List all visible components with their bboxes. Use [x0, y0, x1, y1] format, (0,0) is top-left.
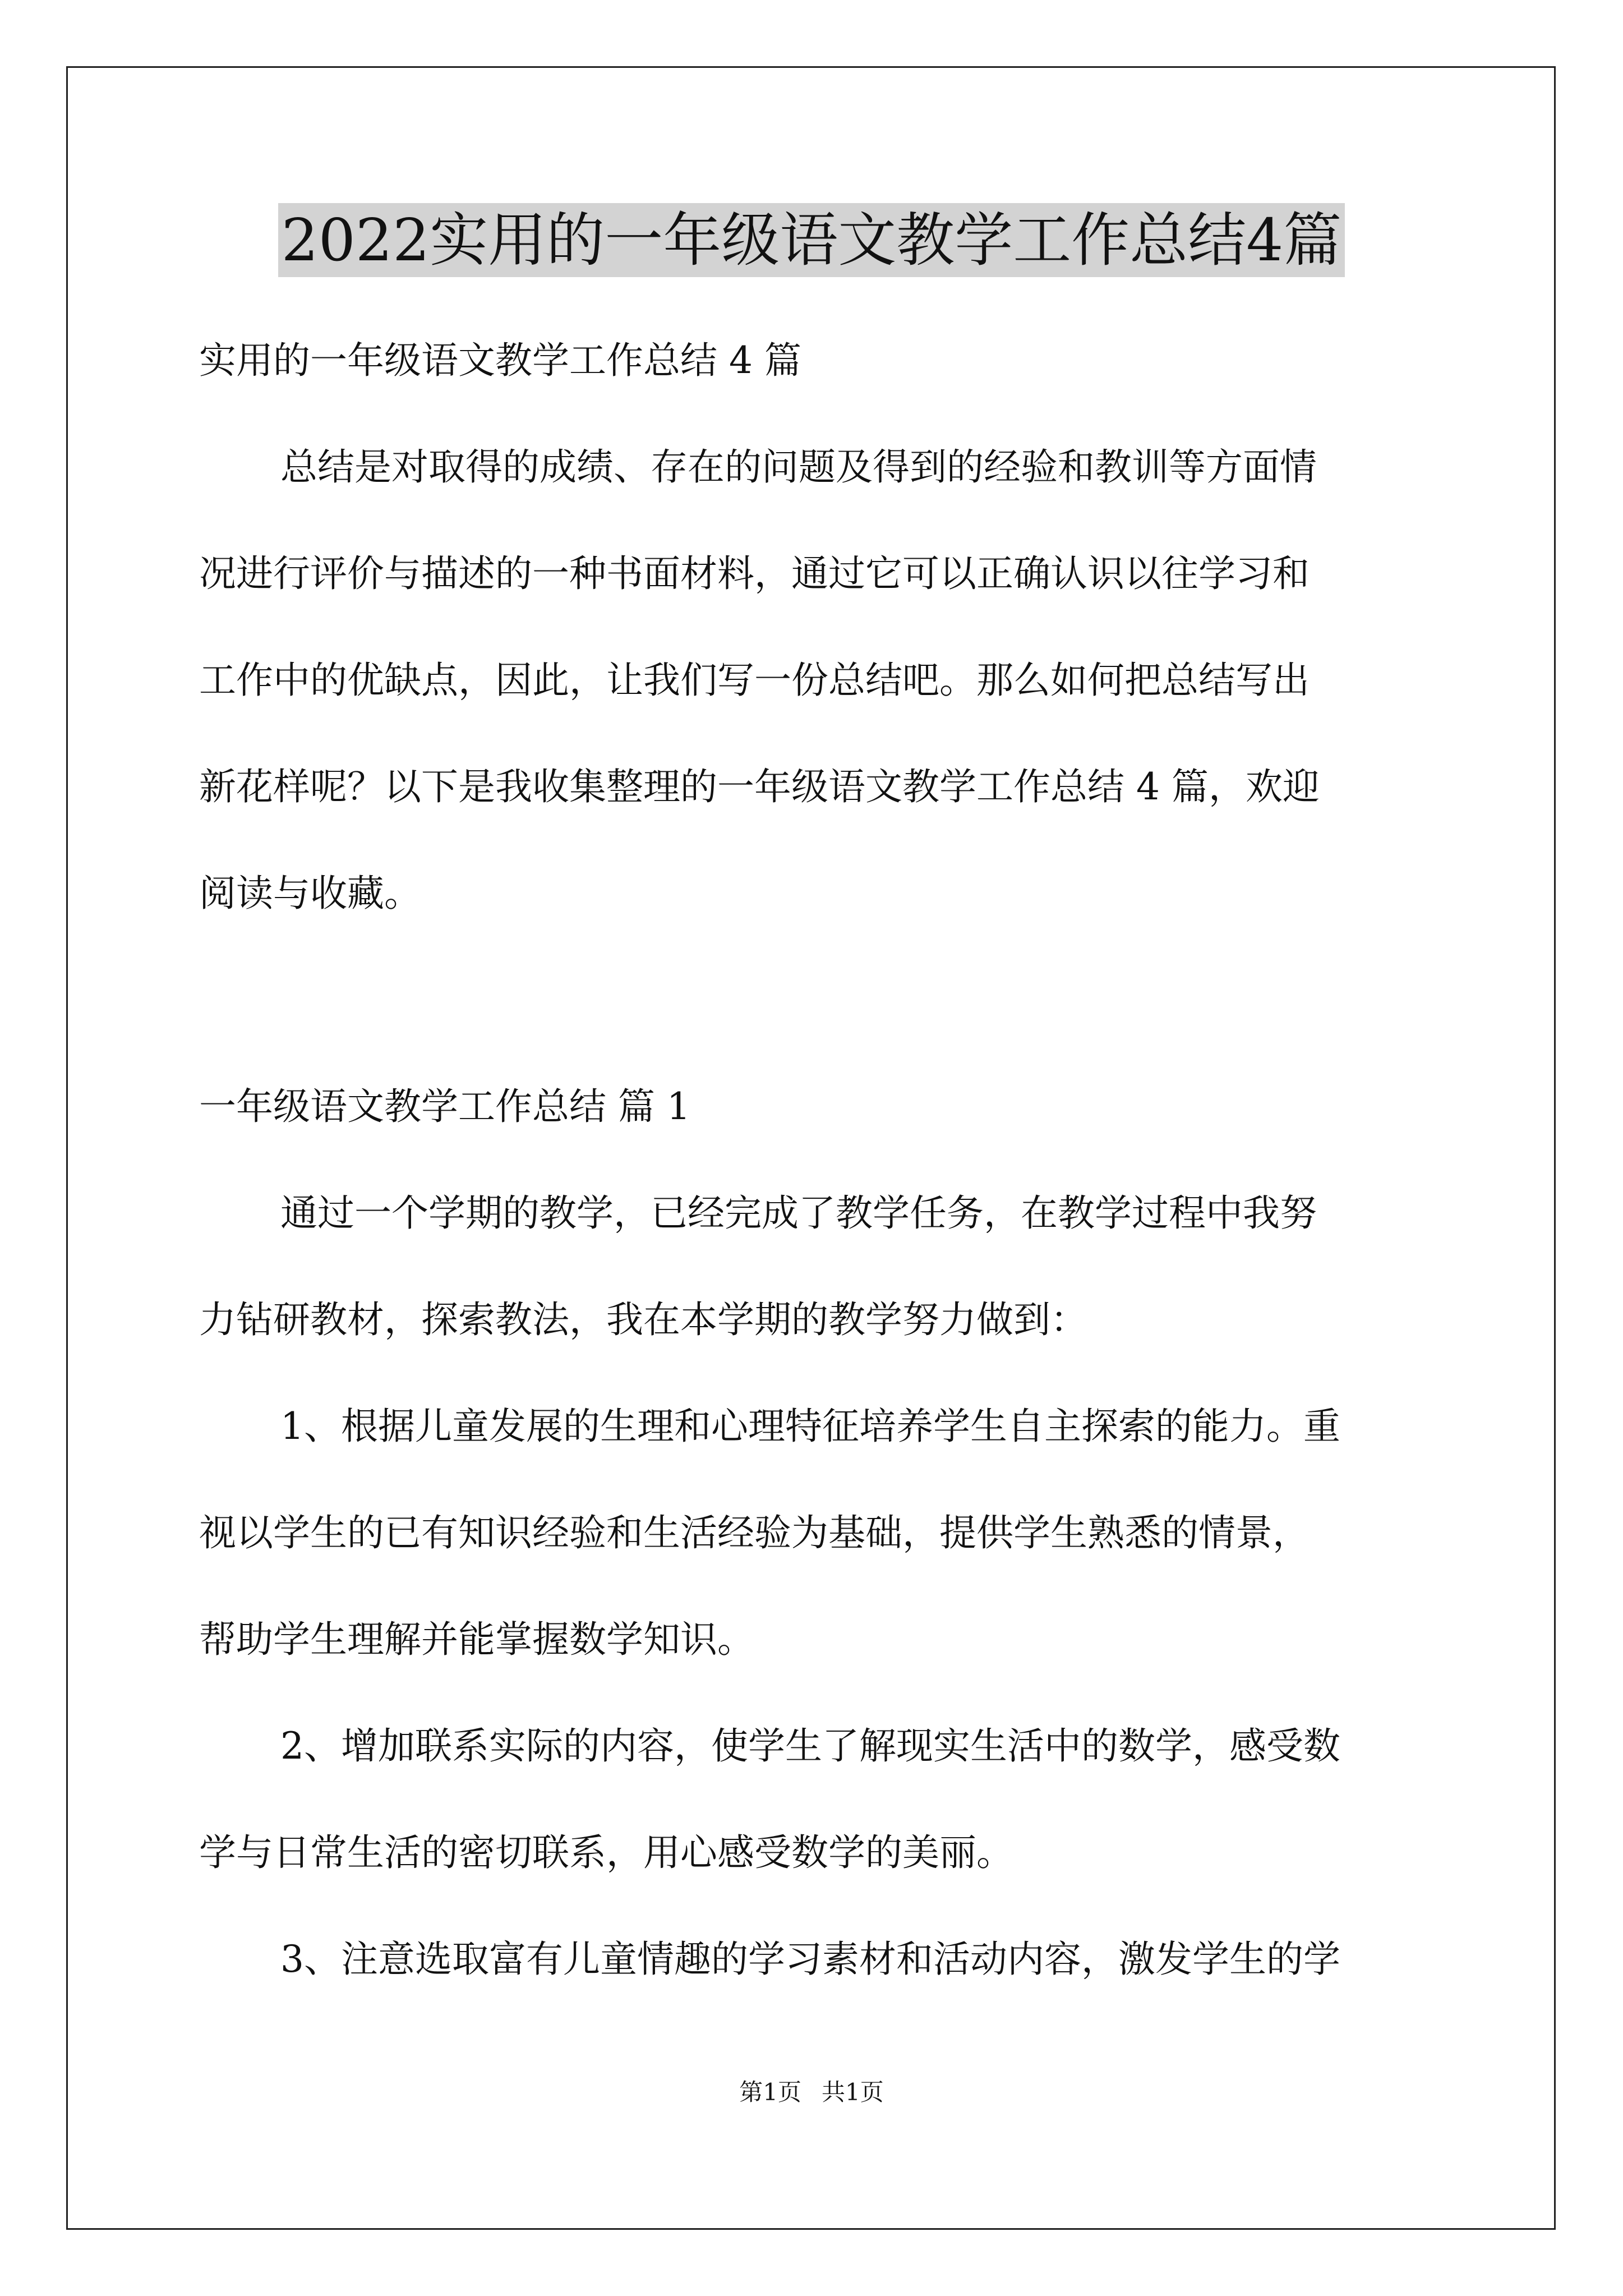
paragraph-line: 1、根据儿童发展的生理和心理特征培养学生自主探索的能力。重 — [280, 1405, 1340, 1448]
paragraph-line: 2、增加联系实际的内容，使学生了解现实生活中的数学，感受数 — [280, 1724, 1340, 1768]
page-total: 共1页 — [822, 2078, 884, 2106]
page-footer — [0, 2076, 1623, 2109]
page-number: 第1页 — [739, 2078, 801, 2106]
subtitle-line: 实用的一年级语文教学工作总结 4 篇 — [199, 339, 801, 382]
paragraph-line: 总结是对取得的成绩、存在的问题及得到的经验和教训等方面情 — [280, 445, 1317, 489]
paragraph-line: 通过一个学期的教学，已经完成了教学任务，在教学过程中我努 — [280, 1191, 1317, 1235]
title-area — [0, 203, 1623, 277]
section-gap — [199, 947, 1427, 1053]
paragraph-line: 新花样呢？以下是我收集整理的一年级语文教学工作总结 4 篇，欢迎 — [199, 765, 1320, 808]
paragraph-line: 工作中的优缺点，因此，让我们写一份总结吧。那么如何把总结写出 — [199, 659, 1310, 702]
paragraph-line: 况进行评价与描述的一种书面材料，通过它可以正确认识以往学习和 — [199, 552, 1310, 595]
document-title: 2022实用的一年级语文教学工作总结4篇 — [278, 203, 1345, 277]
section-heading: 一年级语文教学工作总结 篇 1 — [199, 1085, 690, 1128]
paragraph-line: 学与日常生活的密切联系，用心感受数学的美丽。 — [199, 1831, 1013, 1874]
paragraph-line: 视以学生的已有知识经验和生活经验为基础，提供学生熟悉的情景， — [199, 1511, 1310, 1554]
document-body — [199, 307, 1427, 2013]
paragraph-line: 力钻研教材，探索教法，我在本学期的教学努力做到： — [199, 1298, 1087, 1341]
paragraph-line: 帮助学生理解并能掌握数学知识。 — [199, 1618, 754, 1661]
paragraph-line: 阅读与收藏。 — [199, 872, 421, 915]
paragraph-line: 3、注意选取富有儿童情趣的学习素材和活动内容，激发学生的学 — [280, 1938, 1340, 1981]
